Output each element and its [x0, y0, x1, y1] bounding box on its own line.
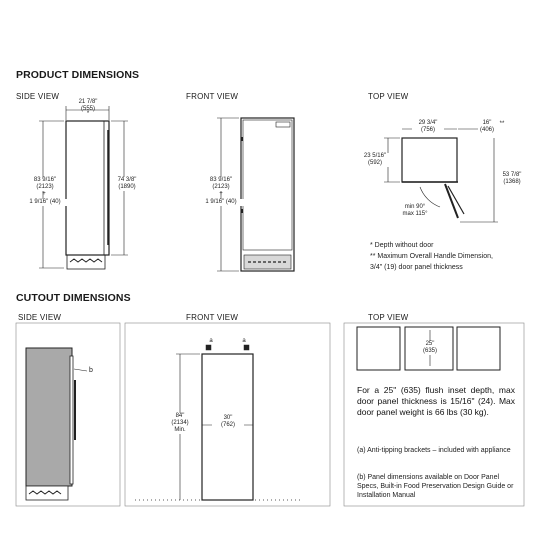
front-cabinet	[241, 118, 294, 271]
cutout-top-view-title: TOP VIEW	[368, 313, 409, 322]
cutout-side-view-title: SIDE VIEW	[18, 313, 62, 322]
front-toe-label: 1 9/16" (40)	[198, 199, 244, 206]
front-height-sep: +	[219, 191, 223, 197]
cutout-note-a: (a) Anti-tipping brackets – included with appliance	[357, 447, 511, 454]
cutout-note-b: (b) Panel dimensions available on Door Panel Specs, Built-in Food Preservation Design Guide or Installation Manual	[357, 474, 514, 499]
top-note-3: 3/4" (19) door panel thickness	[370, 264, 463, 271]
top-cabinet	[402, 138, 457, 182]
cutout-depth-label: 25" (635)	[419, 341, 441, 355]
side-width-note: *	[86, 111, 90, 117]
top-depth-label: 23 5/16" (592)	[358, 153, 392, 167]
side-height-left-label: 83 9/16" (2123)	[26, 177, 64, 191]
product-top-view-title: TOP VIEW	[368, 92, 409, 101]
top-door-marks: **	[499, 121, 505, 127]
cutout-width-label: 30" (762)	[212, 415, 244, 429]
product-dimensions-heading: PRODUCT DIMENSIONS	[16, 69, 140, 81]
cutout-inset-text: For a 25" (635) flush inset depth, max door panel thickness is 15/16" (24). Max door panel weight is 66 lbs (30 kg).	[357, 385, 515, 417]
cutout-side-cabinet	[26, 348, 72, 486]
cutout-front-view-title: FRONT VIEW	[186, 313, 239, 322]
side-toe-label: 1 9/16" (40)	[22, 199, 68, 206]
top-door-label: 16" (406)	[479, 120, 494, 133]
top-width-label: 29 3/4" (756)	[412, 120, 444, 134]
product-front-view-title: FRONT VIEW	[186, 92, 239, 101]
bracket-a-left: a	[209, 338, 213, 344]
top-note-2: ** Maximum Overall Handle Dimension,	[370, 253, 493, 260]
top-swing-label: min 90° max 115°	[402, 204, 428, 217]
side-width-label: 21 7/8" (555)	[78, 99, 98, 112]
side-cabinet	[66, 121, 109, 255]
bracket-a-right: a	[242, 338, 246, 344]
product-side-view-title: SIDE VIEW	[16, 92, 60, 101]
cutout-height-label: 84" (2134) Min.	[166, 413, 194, 434]
cutout-side-callout-b: b	[89, 367, 93, 374]
side-height-right-label: 74 3/8" (1890)	[111, 177, 143, 191]
product-front-view-drawing	[217, 118, 294, 271]
cutout-side-view-drawing	[26, 348, 87, 500]
front-height-label: 83 9/16" (2123)	[203, 177, 239, 191]
cutout-dimensions-heading: CUTOUT DIMENSIONS	[16, 292, 131, 304]
top-open-depth-label: 53 7/8" (1368)	[496, 172, 528, 186]
top-note-1: * Depth without door	[370, 242, 434, 249]
side-height-sep: +	[42, 191, 46, 197]
